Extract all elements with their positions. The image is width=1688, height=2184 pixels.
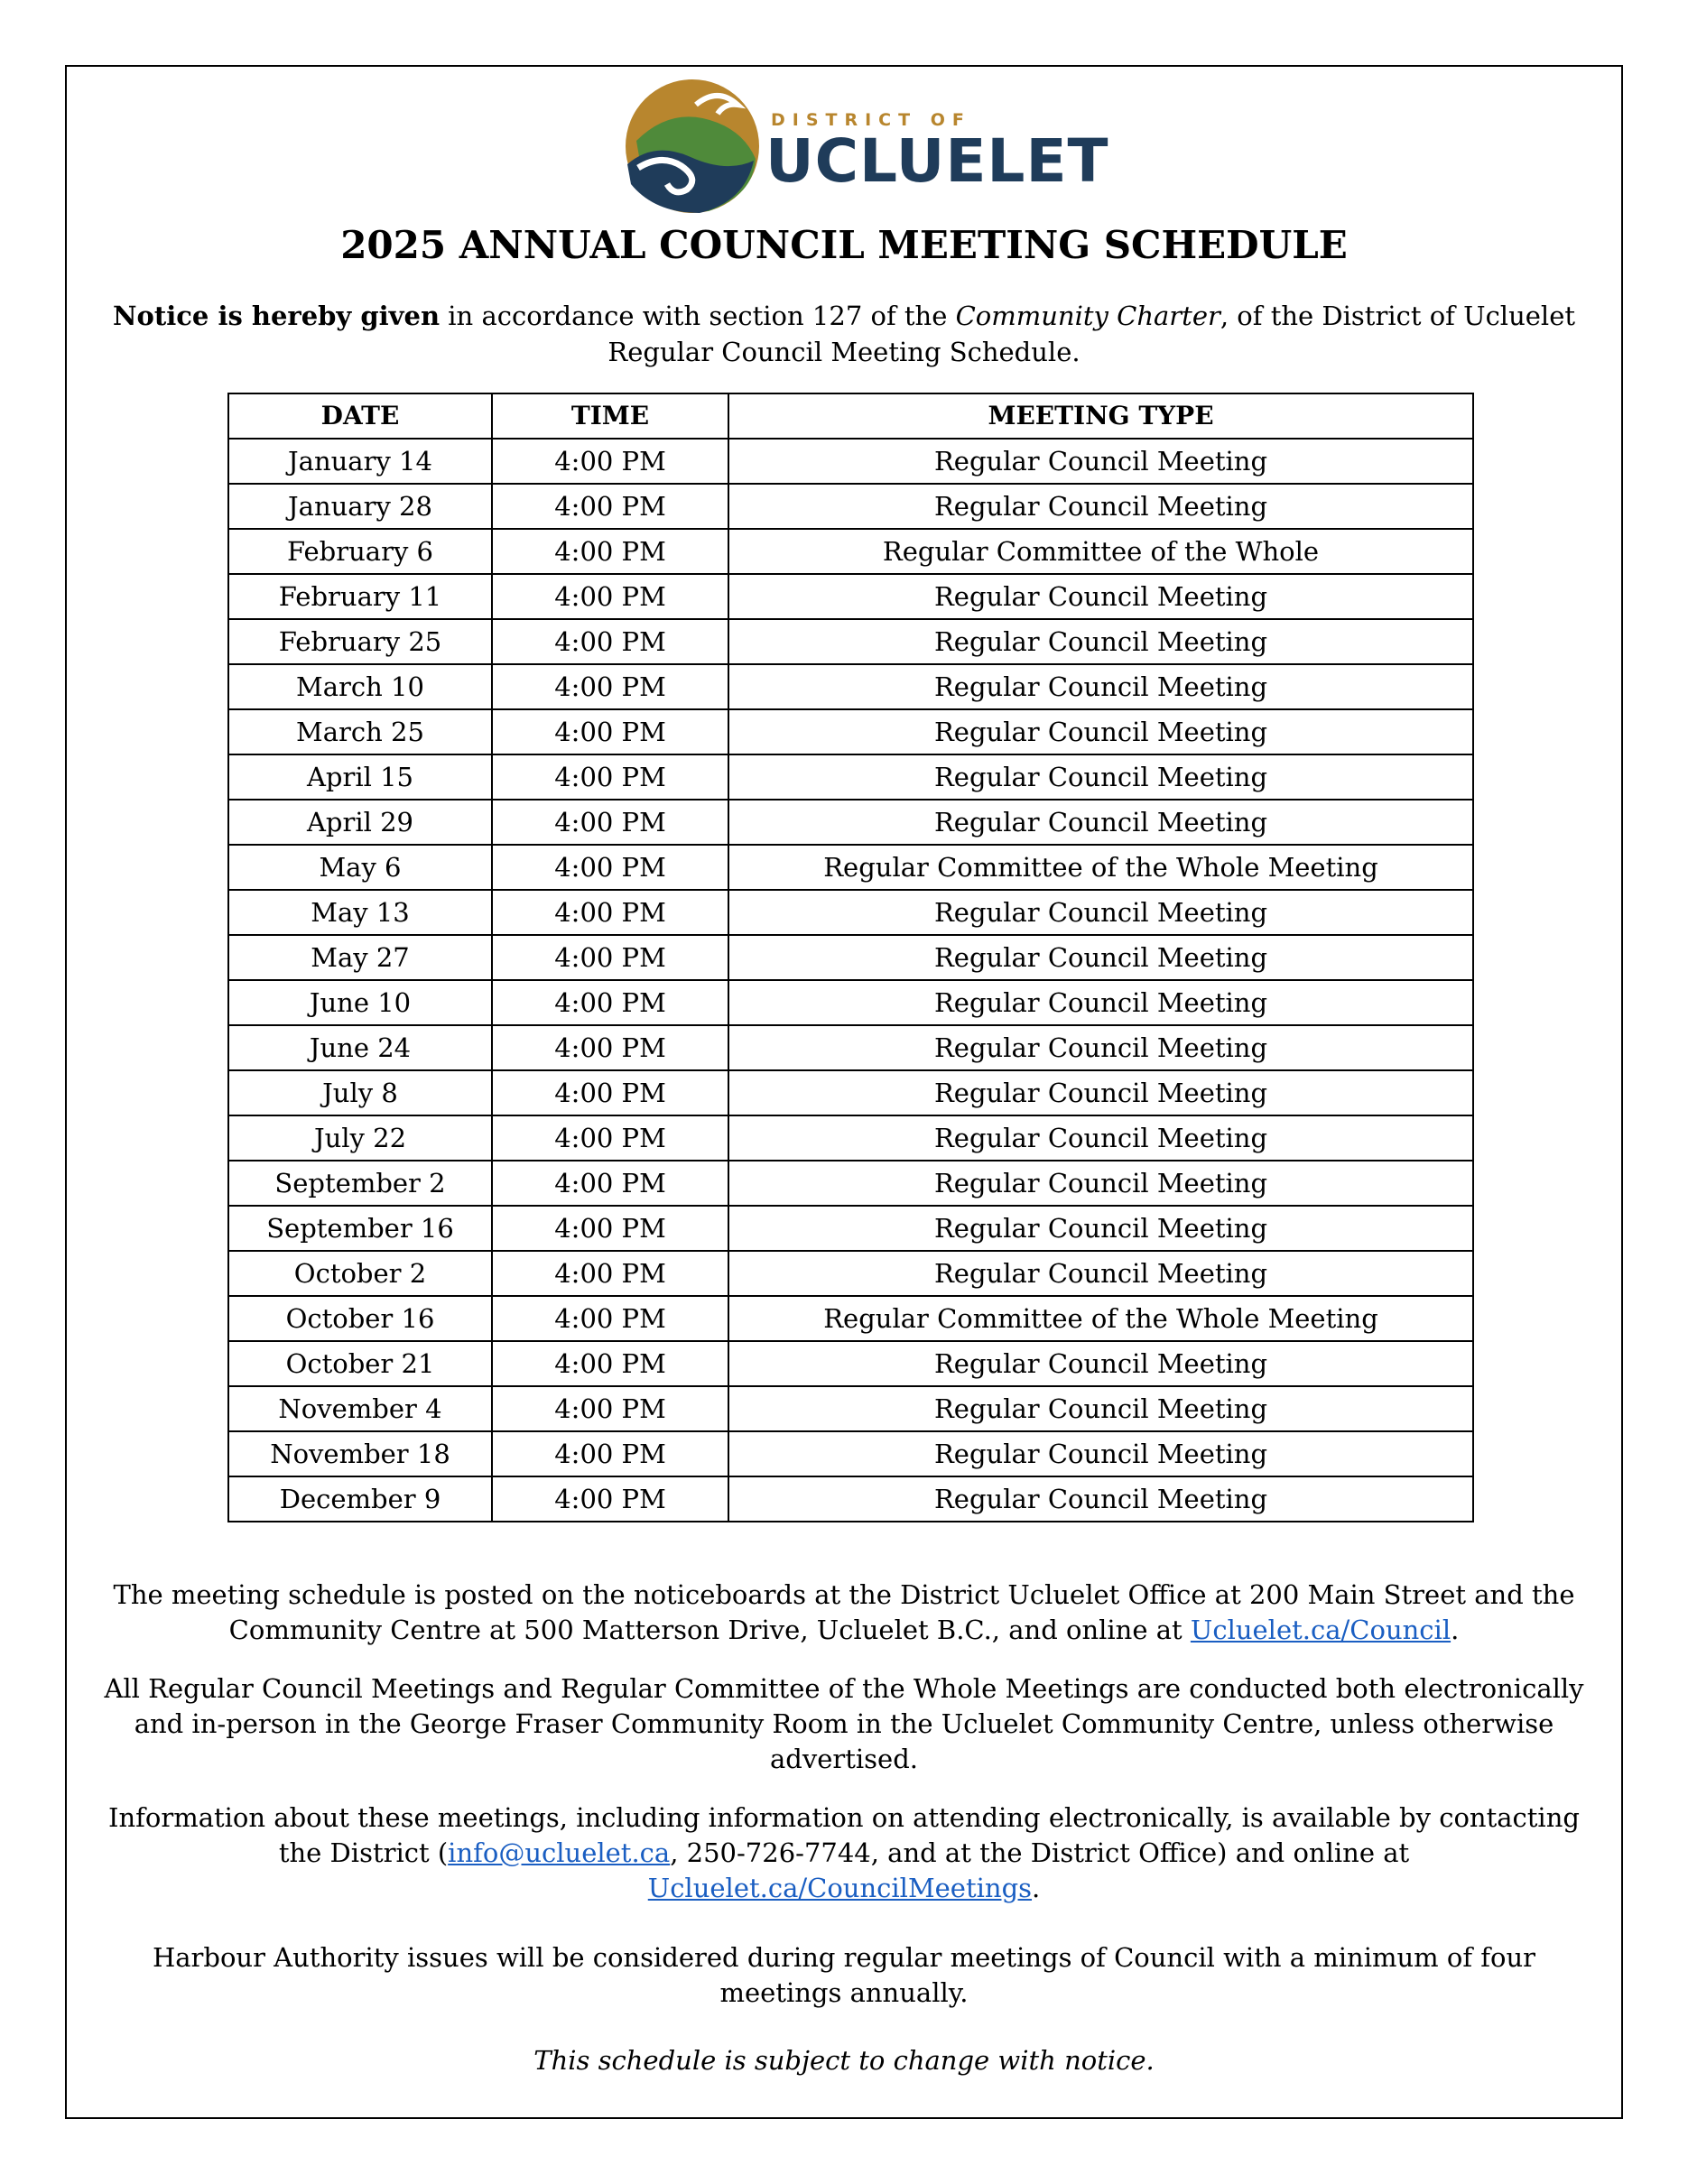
cell-meeting-type: Regular Council Meeting (728, 1025, 1473, 1070)
cell-meeting-type: Regular Council Meeting (728, 664, 1473, 709)
cell-date: July 8 (228, 1070, 492, 1115)
cell-time: 4:00 PM (492, 484, 728, 529)
cell-meeting-type: Regular Council Meeting (728, 1115, 1473, 1161)
table-row (228, 935, 1473, 980)
page-title: 2025 ANNUAL COUNCIL MEETING SCHEDULE (340, 223, 1348, 267)
email-link[interactable]: info@ucluelet.ca (448, 1837, 671, 1868)
header-date: DATE (228, 393, 492, 439)
cell-date: May 6 (228, 845, 492, 890)
cell-date: May 13 (228, 890, 492, 935)
cell-meeting-type: Regular Council Meeting (728, 935, 1473, 980)
cell-date: April 29 (228, 800, 492, 845)
cell-time: 4:00 PM (492, 1070, 728, 1115)
cell-time: 4:00 PM (492, 1251, 728, 1296)
table-header-row (228, 393, 1473, 439)
table-row (228, 1296, 1473, 1341)
cell-meeting-type: Regular Council Meeting (728, 800, 1473, 845)
cell-meeting-type: Regular Council Meeting (728, 1341, 1473, 1386)
cell-time: 4:00 PM (492, 1431, 728, 1476)
cell-meeting-type: Regular Council Meeting (728, 1206, 1473, 1251)
cell-time: 4:00 PM (492, 845, 728, 890)
cell-meeting-type: Regular Council Meeting (728, 1161, 1473, 1206)
table-row (228, 574, 1473, 619)
cell-meeting-type: Regular Council Meeting (728, 1251, 1473, 1296)
cell-date: November 4 (228, 1386, 492, 1431)
cell-meeting-type: Regular Council Meeting (728, 439, 1473, 484)
table-row (228, 1206, 1473, 1251)
cell-time: 4:00 PM (492, 709, 728, 754)
header-time: TIME (492, 393, 728, 439)
intro-paragraph (99, 298, 1589, 370)
cell-time: 4:00 PM (492, 1206, 728, 1251)
cell-time: 4:00 PM (492, 574, 728, 619)
logo-name: UCLUELET (765, 126, 1109, 196)
table-row (228, 1386, 1473, 1431)
cell-date: July 22 (228, 1115, 492, 1161)
table-row (228, 1161, 1473, 1206)
cell-time: 4:00 PM (492, 664, 728, 709)
cell-meeting-type: Regular Council Meeting (728, 484, 1473, 529)
cell-date: September 16 (228, 1206, 492, 1251)
cell-date: June 10 (228, 980, 492, 1025)
info-paragraph (99, 1800, 1589, 1906)
table-row (228, 1251, 1473, 1296)
cell-meeting-type: Regular Council Meeting (728, 980, 1473, 1025)
cell-date: June 24 (228, 1025, 492, 1070)
intro-bold: Notice is hereby given (112, 301, 441, 331)
posting-paragraph (99, 1578, 1589, 1648)
cell-date: October 2 (228, 1251, 492, 1296)
cell-date: January 28 (228, 484, 492, 529)
cell-meeting-type: Regular Committee of the Whole (728, 529, 1473, 574)
cell-time: 4:00 PM (492, 1296, 728, 1341)
header-meeting-type: MEETING TYPE (728, 393, 1473, 439)
cell-time: 4:00 PM (492, 1476, 728, 1522)
posting-end: . (1451, 1615, 1460, 1645)
cell-date: May 27 (228, 935, 492, 980)
table-row (228, 890, 1473, 935)
cell-meeting-type: Regular Committee of the Whole Meeting (728, 845, 1473, 890)
table-row (228, 845, 1473, 890)
info-end: . (1032, 1873, 1041, 1903)
cell-meeting-type: Regular Council Meeting (728, 709, 1473, 754)
cell-time: 4:00 PM (492, 1386, 728, 1431)
table-row (228, 1115, 1473, 1161)
cell-meeting-type: Regular Council Meeting (728, 574, 1473, 619)
cell-date: September 2 (228, 1161, 492, 1206)
table-row (228, 1341, 1473, 1386)
schedule-table (227, 393, 1474, 1522)
cell-date: February 11 (228, 574, 492, 619)
cell-date: January 14 (228, 439, 492, 484)
cell-meeting-type: Regular Council Meeting (728, 754, 1473, 800)
cell-date: February 6 (228, 529, 492, 574)
cell-meeting-type: Regular Council Meeting (728, 1476, 1473, 1522)
council-meetings-link[interactable]: Ucluelet.ca/CouncilMeetings (647, 1873, 1033, 1903)
table-row (228, 754, 1473, 800)
cell-time: 4:00 PM (492, 529, 728, 574)
table-row (228, 1476, 1473, 1522)
cell-time: 4:00 PM (492, 890, 728, 935)
table-row (228, 439, 1473, 484)
table-row (228, 1025, 1473, 1070)
cell-date: March 10 (228, 664, 492, 709)
cell-date: April 15 (228, 754, 492, 800)
cell-date: February 25 (228, 619, 492, 664)
table-row (228, 529, 1473, 574)
cell-meeting-type: Regular Council Meeting (728, 1431, 1473, 1476)
cell-meeting-type: Regular Council Meeting (728, 1386, 1473, 1431)
intro-text-1: in accordance with section 127 of the (440, 301, 956, 331)
cell-time: 4:00 PM (492, 935, 728, 980)
posting-text: The meeting schedule is posted on the noticeboards at the District Ucluelet Office at 200 Main Street and the Community Centre at 500 Matterson Drive, Ucluelet B.C., and online at (113, 1579, 1575, 1645)
cell-date: November 18 (228, 1431, 492, 1476)
cell-time: 4:00 PM (492, 980, 728, 1025)
cell-time: 4:00 PM (492, 800, 728, 845)
table-row (228, 800, 1473, 845)
council-link[interactable]: Ucluelet.ca/Council (1190, 1615, 1451, 1645)
table-row (228, 1070, 1473, 1115)
cell-date: October 16 (228, 1296, 492, 1341)
conduct-paragraph: All Regular Council Meetings and Regular Committee of the Whole Meetings are conducted both electronically and in-person in the George Fraser Community Room in the Ucluelet Community Centre, unless otherwise advertised. (104, 1673, 1584, 1774)
intro-text-2: , of the District of Ucluelet Regular Council Meeting Schedule. (607, 301, 1576, 367)
table-row (228, 664, 1473, 709)
logo-tagline: DISTRICT OF (771, 110, 971, 130)
table-row (228, 484, 1473, 529)
table-row (228, 619, 1473, 664)
cell-meeting-type: Regular Committee of the Whole Meeting (728, 1296, 1473, 1341)
cell-meeting-type: Regular Council Meeting (728, 1070, 1473, 1115)
cell-date: December 9 (228, 1476, 492, 1522)
table-row (228, 980, 1473, 1025)
change-notice: This schedule is subject to change with notice. (533, 2045, 1155, 2076)
cell-time: 4:00 PM (492, 439, 728, 484)
cell-date: March 25 (228, 709, 492, 754)
cell-time: 4:00 PM (492, 1341, 728, 1386)
cell-time: 4:00 PM (492, 619, 728, 664)
cell-meeting-type: Regular Council Meeting (728, 890, 1473, 935)
cell-time: 4:00 PM (492, 1115, 728, 1161)
harbour-paragraph: Harbour Authority issues will be considered during regular meetings of Council with a minimum of four meetings annually. (152, 1942, 1536, 2008)
info-text-1: Information about these meetings, including information on attending electronically, is available by contacting the District ( (108, 1802, 1580, 1868)
table-row (228, 1431, 1473, 1476)
cell-meeting-type: Regular Council Meeting (728, 619, 1473, 664)
cell-date: October 21 (228, 1341, 492, 1386)
info-text-2: , 250-726-7744, and at the District Office) and online at (670, 1837, 1410, 1868)
intro-italic: Community Charter (955, 301, 1220, 331)
cell-time: 4:00 PM (492, 1025, 728, 1070)
cell-time: 4:00 PM (492, 754, 728, 800)
table-row (228, 709, 1473, 754)
cell-time: 4:00 PM (492, 1161, 728, 1206)
